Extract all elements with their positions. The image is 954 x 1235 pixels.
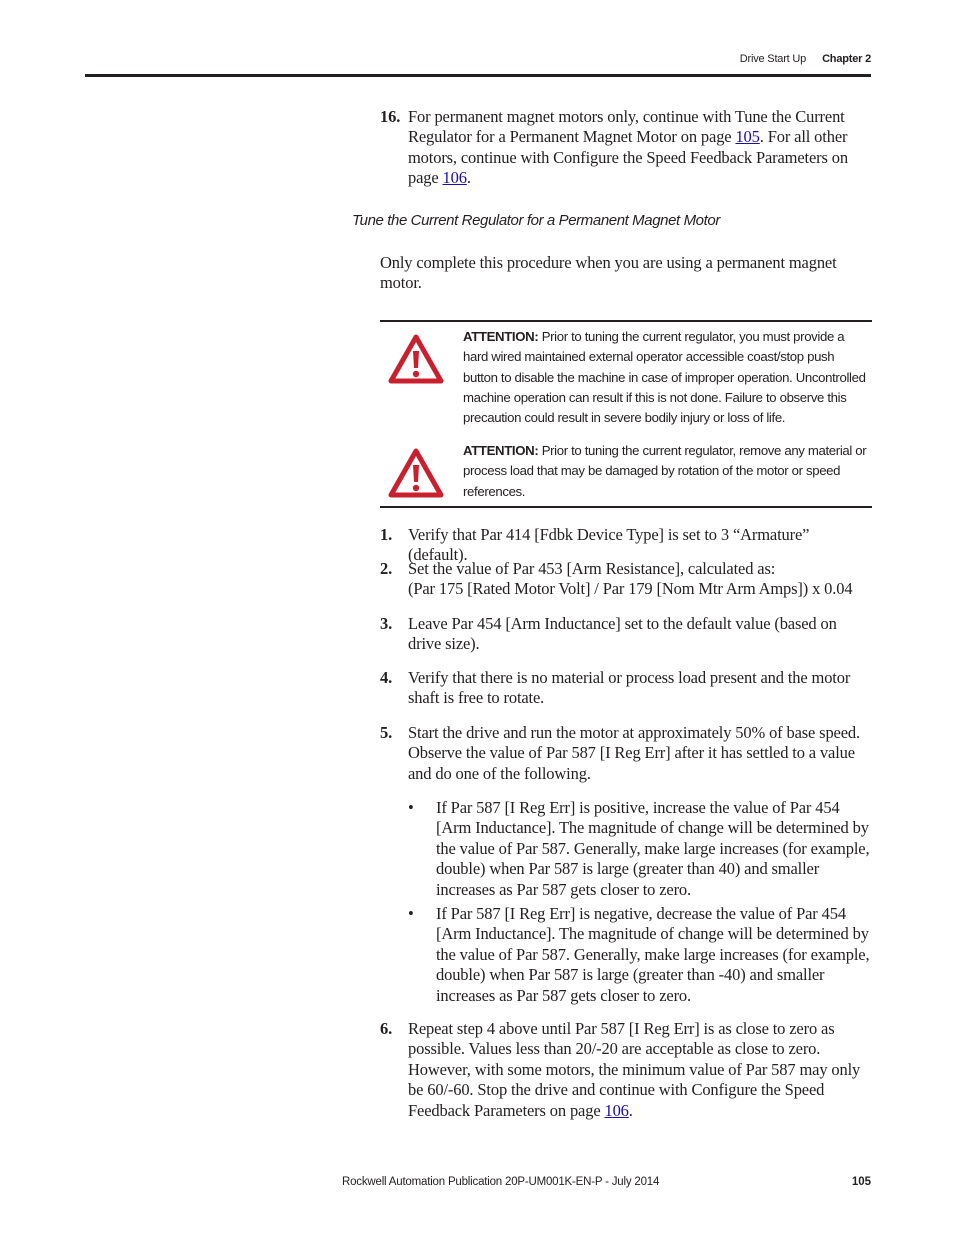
step-2 [380, 559, 872, 600]
intro-paragraph: Only complete this procedure when you are using a permanent magnet motor. [380, 253, 837, 293]
page-link-106[interactable]: 106 [604, 1100, 629, 1120]
step-5 [380, 723, 872, 784]
step-text: Verify that there is no material or process load present and the motor shaft is free to rotate. [408, 668, 851, 708]
warning-triangle-icon [388, 334, 444, 384]
step-number: 6. [380, 1019, 393, 1038]
step-6 [380, 1019, 872, 1121]
attention-box [380, 320, 872, 508]
footer-publication: Rockwell Automation Publication 20P-UM001K-EN-P - July 2014 [342, 1176, 660, 1188]
step-text: For permanent magnet motors only, continue with Tune the Current Regulator for a Permanent Magnet Motor on page 105. For all other motors, continue with Configure the Speed Feedback Parameters on page 106. [408, 107, 848, 188]
warning-triangle-icon [388, 448, 444, 498]
bullet-mark: • [408, 798, 414, 817]
step-text: Repeat step 4 above until Par 587 [I Reg Err] is as close to zero as possible. Values less than 20/-20 are acceptable as close to zero. However, with some motors, the minimum value of Par 587 may only be 60/-60. Stop the drive and continue with Configure the Speed Feedback Parameters on page 106. [408, 1019, 861, 1120]
bullet-mark: • [408, 904, 414, 923]
formula: (Par 175 [Rated Motor Volt] / Par 179 [Nom Mtr Arm Amps]) x 0.04 [408, 579, 853, 599]
step-3 [380, 614, 872, 655]
step-text: Start the drive and run the motor at approximately 50% of base speed. Observe the value of Par 587 [I Reg Err] after it has settled to a value and do one of the following. [408, 723, 860, 783]
step-text: Leave Par 454 [Arm Inductance] set to the default value (based on drive size). [408, 614, 837, 654]
page-link-105[interactable]: 105 [735, 127, 760, 147]
section-heading: Tune the Current Regulator for a Permanent Magnet Motor [352, 212, 720, 229]
step-number: 5. [380, 723, 393, 742]
step-16 [380, 107, 872, 189]
page-number: 105 [851, 1176, 871, 1188]
bullet-text: If Par 587 [I Reg Err] is negative, decrease the value of Par 454 [Arm Inductance]. The magnitude of change will be determined by the value of Par 587. Generally, make large increases (for example, double) when Par 587 is large (greater than -40) and smaller increases as Par 587 gets closer to zero. [436, 904, 870, 1005]
header-rule [85, 74, 871, 77]
step-4 [380, 668, 872, 709]
step-number: 3. [380, 614, 393, 633]
header-section: Drive Start Up [739, 53, 807, 65]
header-chapter: Chapter 2 [822, 53, 871, 65]
bullet-text: If Par 587 [I Reg Err] is positive, increase the value of Par 454 [Arm Inductance]. The magnitude of change will be determined by the value of Par 587. Generally, make large increases (for example, double) when Par 587 is large (greater than 40) and smaller increases as Par 587 gets closer to zero. [436, 798, 870, 899]
step-number: 2. [380, 559, 393, 578]
attention-label: ATTENTION: [463, 443, 539, 458]
step-text: Verify that Par 414 [Fdbk Device Type] is set to 3 “Armature” (default). [408, 525, 810, 565]
step-number: 16. [380, 107, 401, 126]
bullet-item-negative [380, 904, 872, 1006]
bullet-item-positive [380, 798, 872, 900]
step-text: Set the value of Par 453 [Arm Resistance], calculated as: (Par 175 [Rated Motor Volt] / Par 179 [Nom Mtr Arm Amps]) x 0.04 [408, 559, 853, 599]
attention-label: ATTENTION: [463, 329, 539, 344]
step-number: 1. [380, 525, 393, 544]
running-header [740, 53, 871, 65]
attention-text-1: ATTENTION: Prior to tuning the current regulator, you must provide a hard wired maintained external operator accessible coast/stop push button to disable the machine in case of improper operation. Uncontrolled machine operation can result if this is not done. Failure to observe this precaution could result in severe bodily injury or loss of life. [463, 329, 866, 426]
page-link-106[interactable]: 106 [442, 168, 467, 188]
step-number: 4. [380, 668, 393, 687]
attention-text-2: ATTENTION: Prior to tuning the current regulator, remove any material or process load that may be damaged by rotation of the motor or speed references. [463, 443, 867, 499]
